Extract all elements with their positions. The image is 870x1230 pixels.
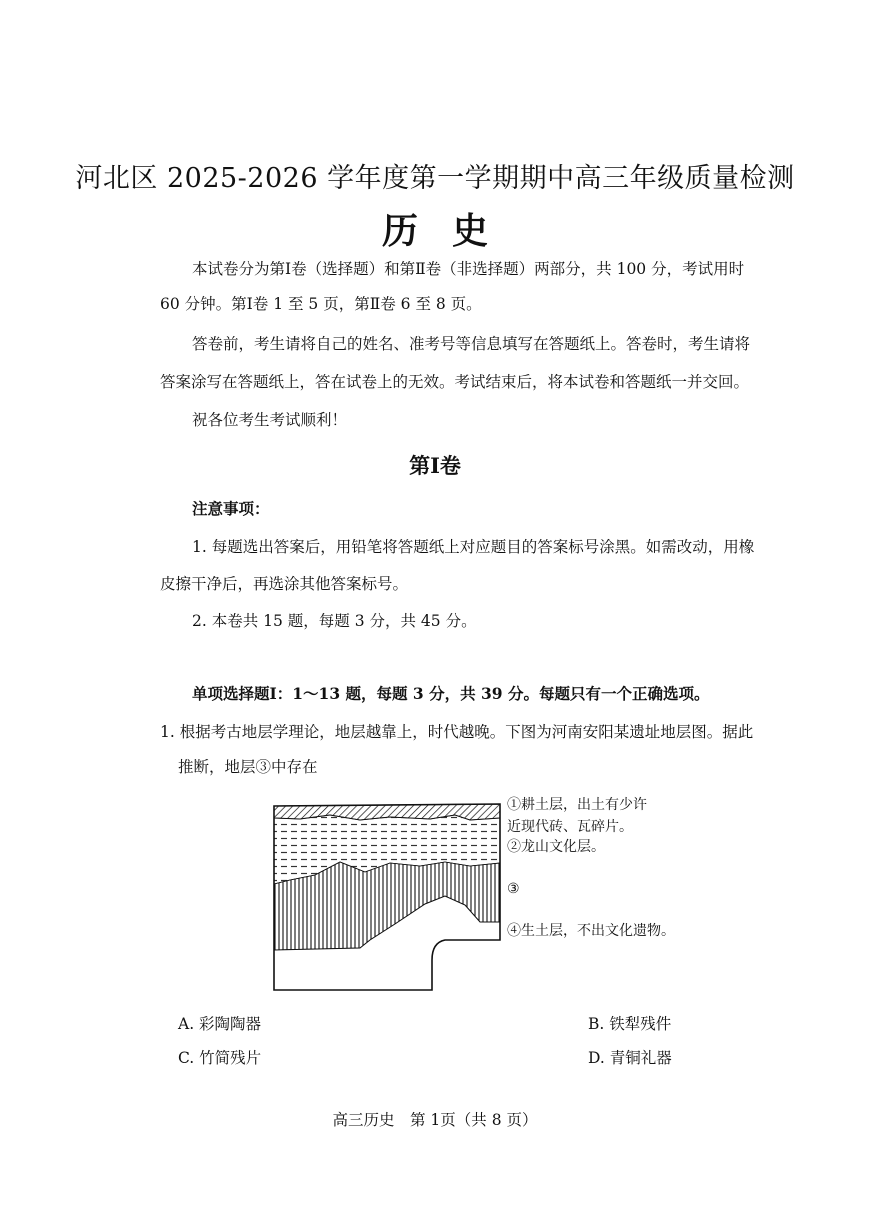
exam-title: 河北区 2025-2026 学年度第一学期期中高三年级质量检测 [75, 163, 795, 194]
layer-3-label: ③ [507, 881, 520, 897]
option-c: C. 竹简残片 [178, 1049, 262, 1067]
section-title: 第Ⅰ卷 [409, 453, 461, 478]
instruction-line: 答案涂写在答题纸上，答在试卷上的无效。考试结束后，将本试卷和答题纸一并交回。 [160, 373, 750, 391]
instruction-line: 本试卷分为第Ⅰ卷（选择题）和第Ⅱ卷（非选择题）两部分，共 100 分，考试用时 [192, 260, 745, 278]
layer-2-label: ②龙山文化层。 [507, 839, 605, 855]
notice-item: 2. 本卷共 15 题，每题 3 分，共 45 分。 [192, 612, 477, 630]
notice-heading: 注意事项： [192, 499, 270, 518]
question-stem: 推断，地层③中存在 [178, 758, 318, 776]
question-stem: 1. 根据考古地层学理论，地层越靠上，时代越晚。下图为河南安阳某遗址地层图。据此 [160, 723, 754, 741]
layer-4-label: ④生土层，不出文化遗物。 [507, 923, 675, 939]
layer-1-label-cont: 近现代砖、瓦碎片。 [507, 819, 633, 835]
option-b: B. 铁犁残件 [588, 1015, 672, 1033]
notice-item: 1. 每题选出答案后，用铅笔将答题纸上对应题目的答案标号涂黑。如需改动，用橡 [192, 538, 755, 556]
option-d: D. 青铜礼器 [588, 1049, 672, 1067]
good-luck-line: 祝各位考生考试顺利！ [192, 411, 348, 429]
stratigraphy-diagram [270, 800, 506, 996]
layer-1-label: ①耕土层，出土有少许 [507, 797, 647, 813]
instruction-line: 60 分钟。第Ⅰ卷 1 至 5 页，第Ⅱ卷 6 至 8 页。 [160, 295, 482, 313]
option-a: A. 彩陶陶器 [178, 1015, 262, 1033]
part-heading: 单项选择题Ⅰ：1～13 题，每题 3 分，共 39 分。每题只有一个正确选项。 [192, 684, 710, 703]
page-footer: 高三历史 第 1页（共 8 页） [332, 1111, 538, 1129]
subject-title: 历史 [381, 210, 522, 252]
notice-item: 皮擦干净后，再选涂其他答案标号。 [160, 575, 409, 593]
instruction-line: 答卷前，考生请将自己的姓名、准考号等信息填写在答题纸上。答卷时，考生请将 [192, 335, 751, 353]
